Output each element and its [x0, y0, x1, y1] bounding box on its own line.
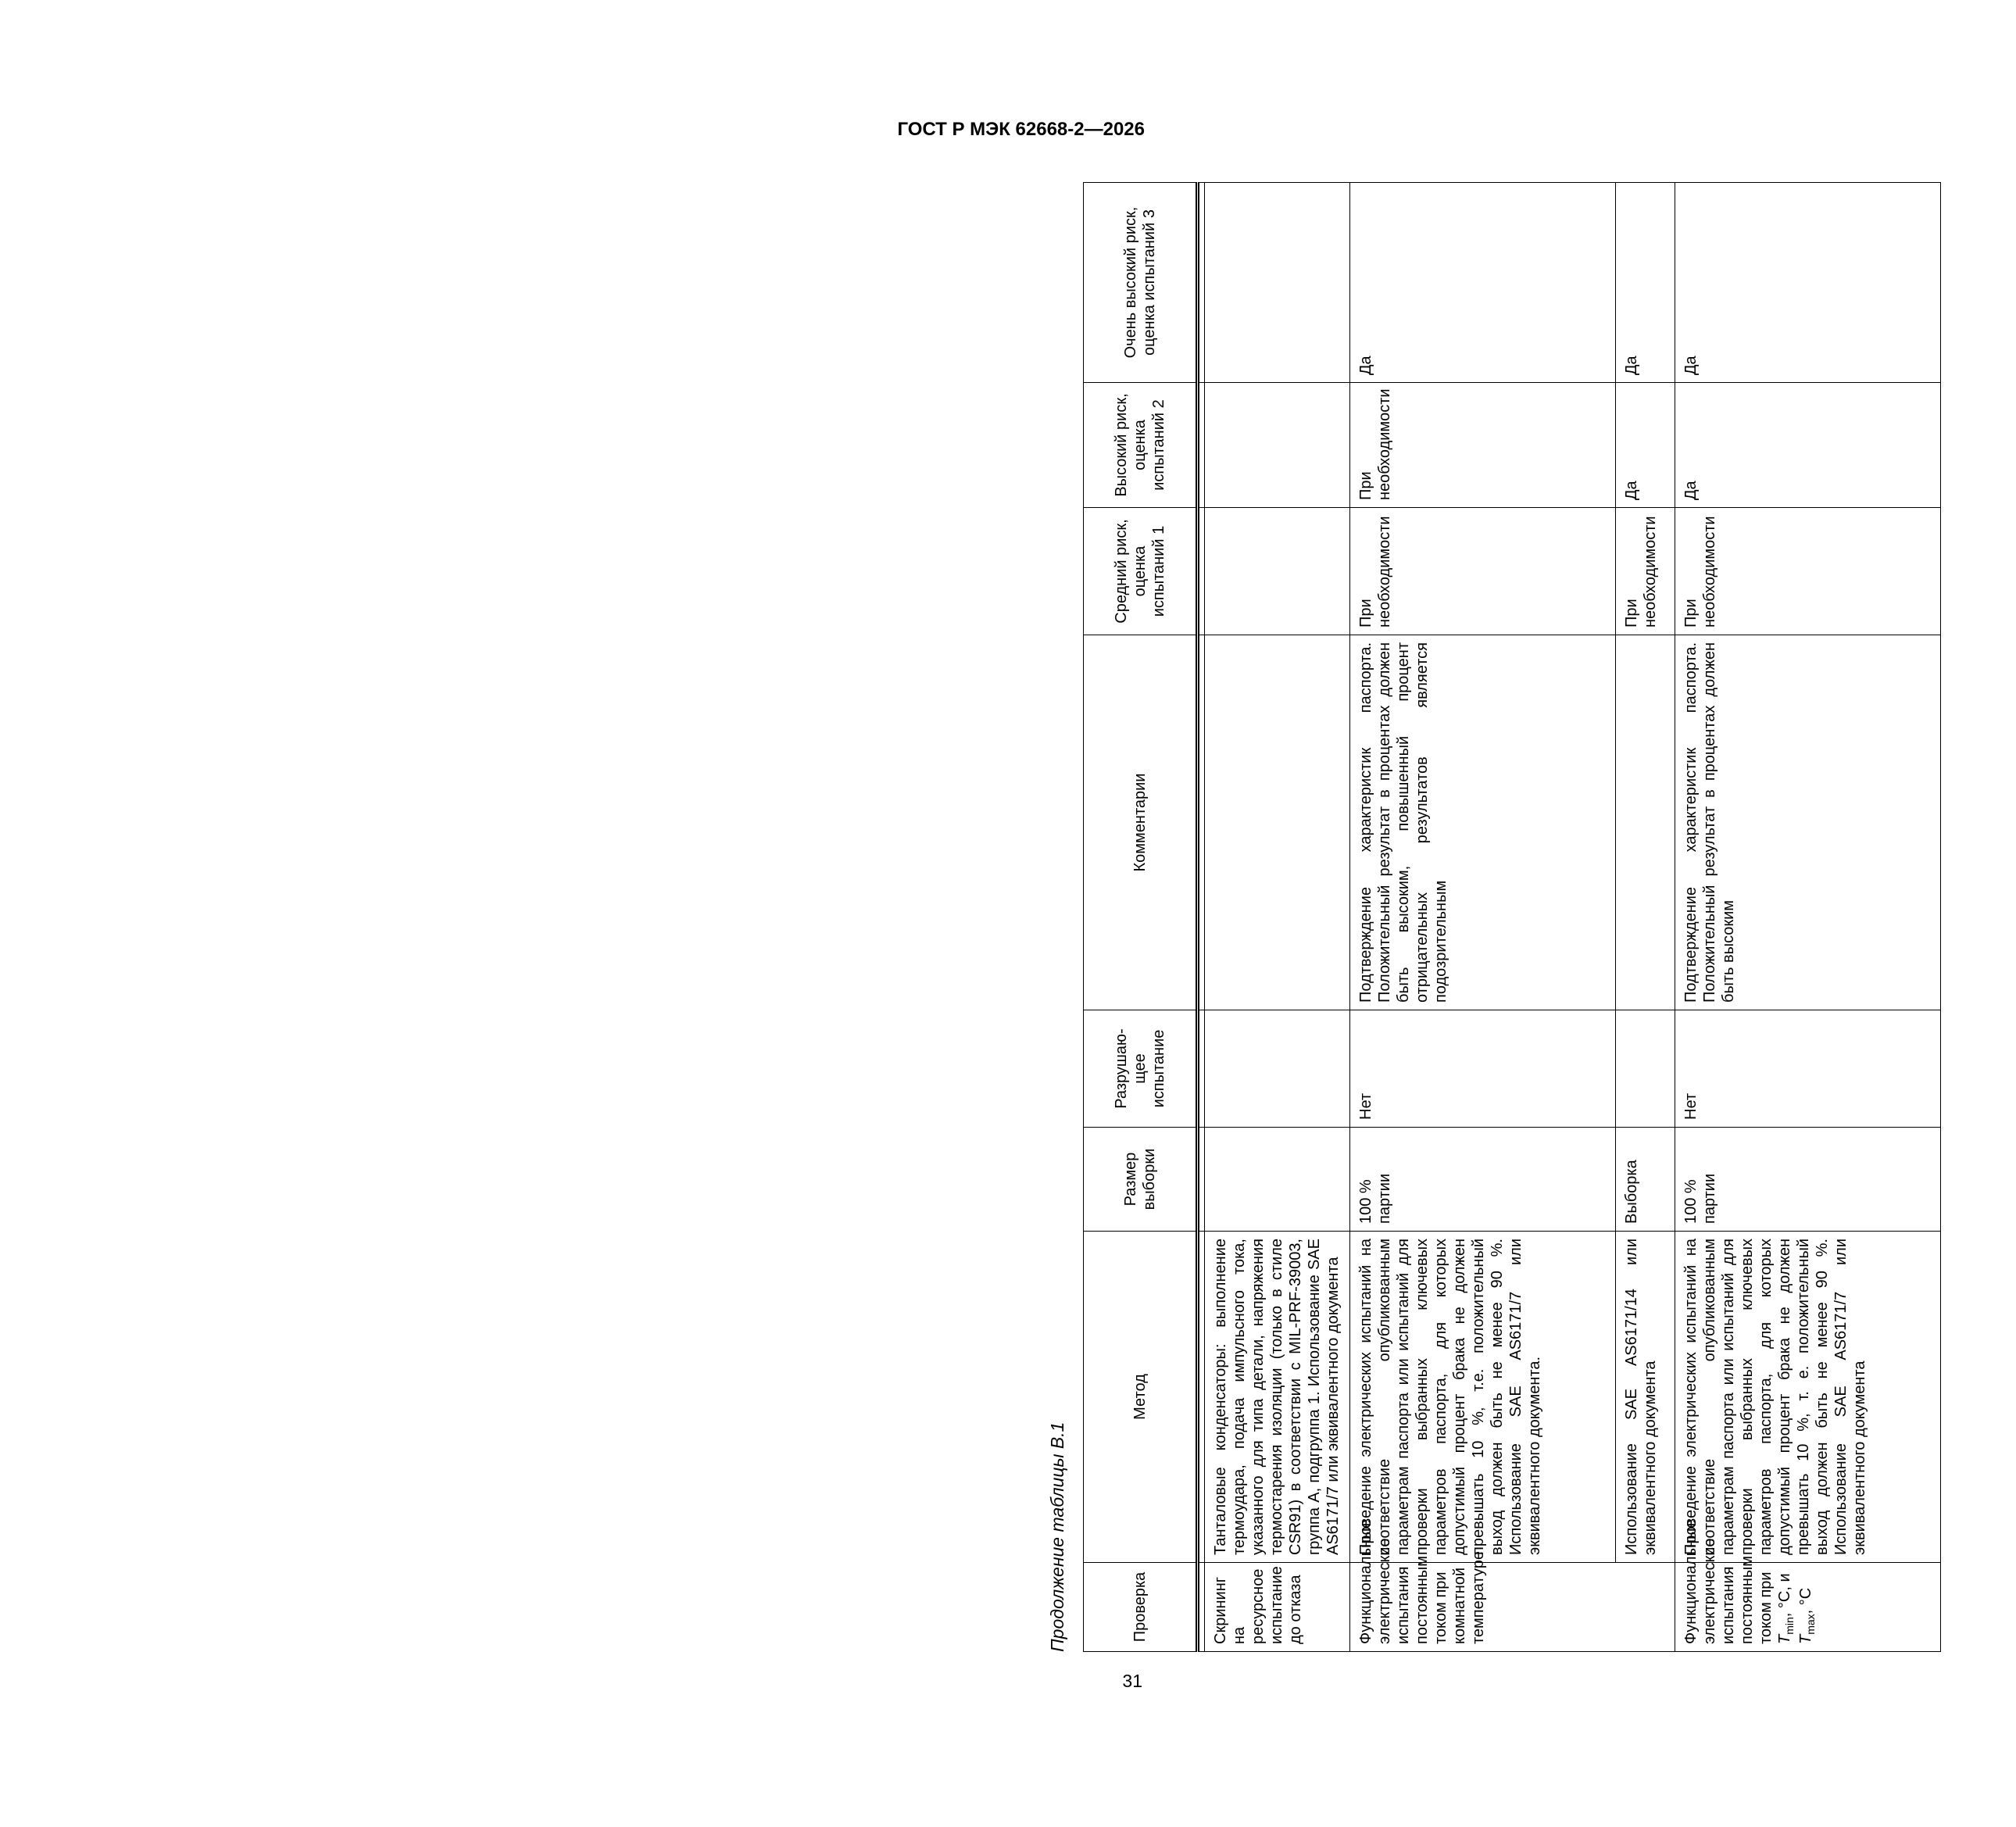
- cell-medium-risk: [1205, 508, 1350, 635]
- table-header-row: [1084, 183, 1198, 1652]
- check-text-mid: , °C, и: [1776, 1573, 1793, 1618]
- table-row: [1675, 183, 1941, 1652]
- cell-medium-risk: При необходимости: [1675, 508, 1941, 635]
- header-check: Проверка: [1084, 1563, 1198, 1652]
- cell-medium-risk: При необходимости: [1616, 508, 1675, 635]
- cell-destructive: Нет: [1350, 1010, 1616, 1128]
- cell-very-high-risk: Да: [1675, 183, 1941, 383]
- cell-comments: Подтверждение характеристик паспорта. Положительный результат в процентах должен быть высоким, повышенный процент отрицательных результатов является подозрительным: [1350, 635, 1616, 1010]
- t-symbol: T: [1776, 1634, 1793, 1644]
- cell-sample-size: 100 % партии: [1675, 1128, 1941, 1232]
- page-number: 31: [1122, 1671, 1142, 1691]
- table-row: [1350, 183, 1616, 1652]
- cell-high-risk: Да: [1616, 383, 1675, 508]
- header-very-high-risk: Очень высокий риск, оценка испытаний 3: [1084, 183, 1198, 383]
- header-destructive: Разрушаю-щее испытание: [1084, 1010, 1198, 1128]
- document-header: ГОСТ Р МЭК 62668-2—2026: [897, 119, 1145, 140]
- t-max-subscript: max: [1803, 1614, 1817, 1635]
- header-method: Метод: [1084, 1232, 1198, 1563]
- cell-comments: [1205, 635, 1350, 1010]
- cell-high-risk: Да: [1675, 383, 1941, 508]
- table-row: [1616, 183, 1675, 1652]
- cell-method: Использование SAE AS6171/14 или эквивалентного документа: [1616, 1232, 1675, 1563]
- cell-comments: Подтверждение характеристик паспорта. Положительный результат в процентах должен быть высоким: [1675, 635, 1941, 1010]
- cell-method: Проведение электрических испытаний на соответствие опубликованным параметрам паспорта или испытаний для проверки выбранных ключевых параметров паспорта, для которых допустимый процент брака не должен превышать 10 %, т.е. положительный выход должен быть не менее 90 %. Использование SAE AS6171/7 или эквивалентного документа.: [1350, 1232, 1616, 1563]
- t-symbol: T: [1796, 1634, 1814, 1644]
- cell-check: [1675, 1519, 1941, 1652]
- header-sample-size: Размер выборки: [1084, 1128, 1198, 1232]
- cell-very-high-risk: Да: [1350, 183, 1616, 383]
- t-min-subscript: min: [1783, 1617, 1796, 1635]
- cell-sample-size: Выборка: [1616, 1128, 1675, 1232]
- table-row: [1205, 183, 1350, 1652]
- cell-comments: [1616, 635, 1675, 1010]
- cell-very-high-risk: [1205, 183, 1350, 383]
- cell-destructive: [1205, 1010, 1350, 1128]
- table-caption: Продолжение таблицы В.1: [1047, 1421, 1067, 1652]
- cell-very-high-risk: Да: [1616, 183, 1675, 383]
- cell-high-risk: [1205, 383, 1350, 508]
- header-high-risk: Высокий риск, оценка испытаний 2: [1084, 383, 1198, 508]
- test-methods-table: [1083, 182, 1941, 1652]
- cell-destructive: [1616, 1010, 1675, 1128]
- cell-check: Функциональные электрические испытания постоянным током при комнатной температуре: [1350, 1563, 1675, 1652]
- cell-method: Проведение электрических испытаний на соответствие опубликованным параметрам паспорта или испытаний для проверки выбранных ключевых параметров паспорта, для которых допустимый процент брака не должен превышать 10 %, т. е. положительный выход должен быть не менее 90 %. Использование SAE AS6171/7 или эквивалентного документа: [1675, 1232, 1941, 1563]
- check-text-end: , °C: [1796, 1587, 1814, 1614]
- cell-sample-size: 100 % партии: [1350, 1128, 1616, 1232]
- check-text: Функциональные электрические испытания постоянным током при: [1682, 1519, 1775, 1644]
- cell-destructive: Нет: [1675, 1010, 1941, 1128]
- header-comments: Комментарии: [1084, 635, 1198, 1010]
- cell-high-risk: При необходимости: [1350, 383, 1616, 508]
- cell-method: Танталовые конденсаторы: выполнение термоудара, подача импульсного тока, указанного для типа детали, напряжения термостарения изоляции (только в стиле CSR91) в соответствии с MIL-PRF-39003, группа A, подгруппа 1. Использование SAE AS6171/7 или эквивалентного документа: [1205, 1232, 1350, 1563]
- header-medium-risk: Средний риск, оценка испытаний 1: [1084, 508, 1198, 635]
- rotated-page-content: [1047, 183, 2016, 1652]
- cell-check: Скрининг на ресурсное испытание до отказа: [1205, 1563, 1350, 1652]
- header-separator: [1198, 183, 1205, 1652]
- cell-medium-risk: При необходимости: [1350, 508, 1616, 635]
- cell-sample-size: [1205, 1128, 1350, 1232]
